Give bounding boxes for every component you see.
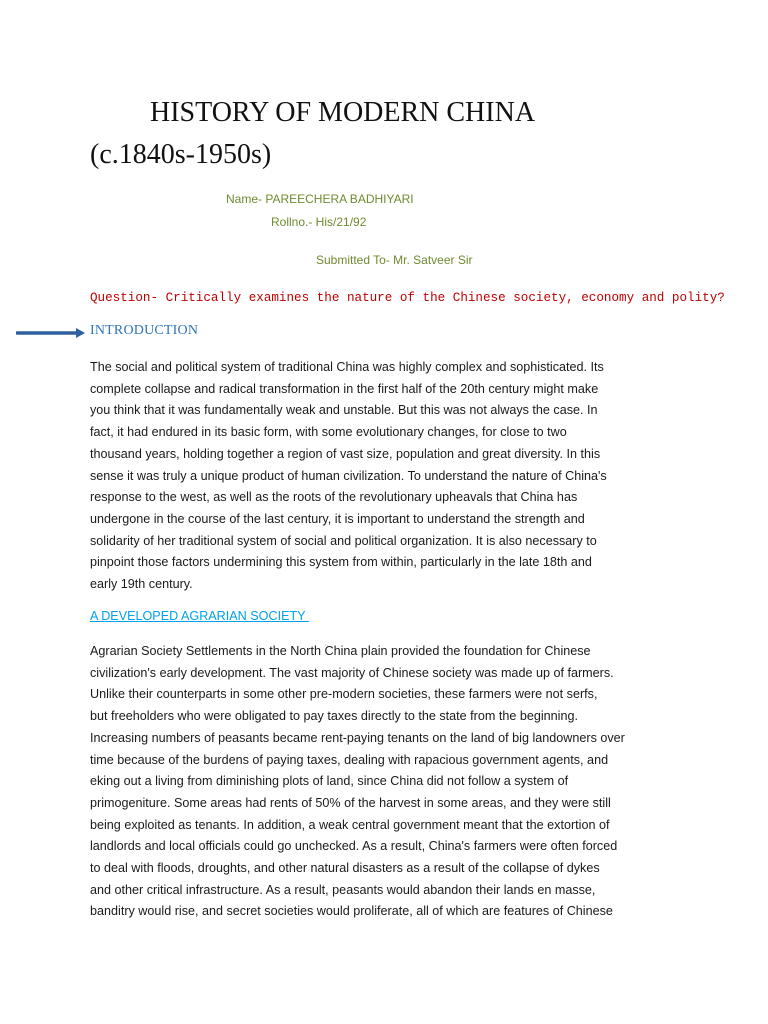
agrarian-society-heading: A DEVELOPED AGRARIAN SOCIETY xyxy=(90,609,309,623)
paragraph-line: response to the west, as well as the roots of the revolutionary upheavals that China has xyxy=(90,490,578,505)
paragraph-line: eking out a living from diminishing plots of land, since China did not follow a system of xyxy=(90,774,569,789)
paragraph-line: and other critical infrastructure. As a result, peasants would abandon their lands en masse, xyxy=(90,882,596,897)
paragraph-line: Increasing numbers of peasants became rent-paying tenants on the land of big landowners over xyxy=(90,730,625,745)
paragraph-line: Agrarian Society Settlements in the North China plain provided the foundation for Chinese xyxy=(90,644,591,658)
paragraph-line: but freeholders who were obligated to pay taxes directly to the state from the beginning. xyxy=(90,709,578,724)
paragraph-line: fact, it had endured in its basic form, with some evolutionary changes, for close to two xyxy=(90,425,567,440)
paragraph-line: pinpoint those factors undermining this system from within, particularly in the late 18th and xyxy=(90,555,592,570)
agrarian-paragraph xyxy=(90,641,682,923)
roll-number: Rollno.- His/21/92 xyxy=(271,215,367,229)
arrow-right-icon xyxy=(16,327,86,339)
document-subtitle: (c.1840s-1950s) xyxy=(90,139,272,170)
paragraph-line: you think that it was fundamentally weak and unstable. But this was not always the case. In xyxy=(90,403,598,418)
paragraph-line: primogeniture. Some areas had rents of 50% of the harvest in some areas, and they were still xyxy=(90,795,611,810)
paragraph-line: thousand years, holding together a region of vast size, population and great diversity. In this xyxy=(90,446,601,461)
paragraph-line: to deal with floods, droughts, and other natural disasters as a result of the collapse of dykes xyxy=(90,861,600,876)
author-name: Name- PAREECHERA BADHIYARI xyxy=(226,192,414,206)
paragraph-line: time because of the burdens of paying taxes, dealing with rapacious government agents, and xyxy=(90,752,609,767)
paragraph-line: being exploited as tenants. In addition, a weak central government meant that the extortion of xyxy=(90,817,610,832)
introduction-heading: INTRODUCTION xyxy=(90,323,199,338)
introduction-paragraph xyxy=(90,357,682,596)
paragraph-line: landlords and local officials could go unchecked. As a result, China's farmers were often forced xyxy=(90,839,618,854)
document-title: HISTORY OF MODERN CHINA xyxy=(150,97,536,128)
paragraph-line: early 19th century. xyxy=(90,577,193,592)
paragraph-line: civilization's early development. The vast majority of Chinese society was made up of farmers. xyxy=(90,665,614,680)
question-text: Question- Critically examines the nature of the Chinese society, economy and polity? xyxy=(90,291,725,305)
paragraph-line: undergone in the course of the last century, it is important to understand the strength and xyxy=(90,511,585,526)
paragraph-line: The social and political system of traditional China was highly complex and sophisticated. Its xyxy=(90,360,604,374)
paragraph-line: sense it was truly a unique product of human civilization. To understand the nature of China's xyxy=(90,468,607,483)
paragraph-line: Unlike their counterparts in some other pre-modern societies, these farmers were not serfs, xyxy=(90,687,598,702)
paragraph-line: solidarity of her traditional system of social and political organization. It is also necessary to xyxy=(90,533,597,548)
submitted-to: Submitted To- Mr. Satveer Sir xyxy=(316,253,473,267)
paragraph-line: complete collapse and radical transformation in the first half of the 20th century might make xyxy=(90,381,599,396)
paragraph-line: banditry would rise, and secret societies would proliferate, all of which are features of Chinese xyxy=(90,904,613,919)
